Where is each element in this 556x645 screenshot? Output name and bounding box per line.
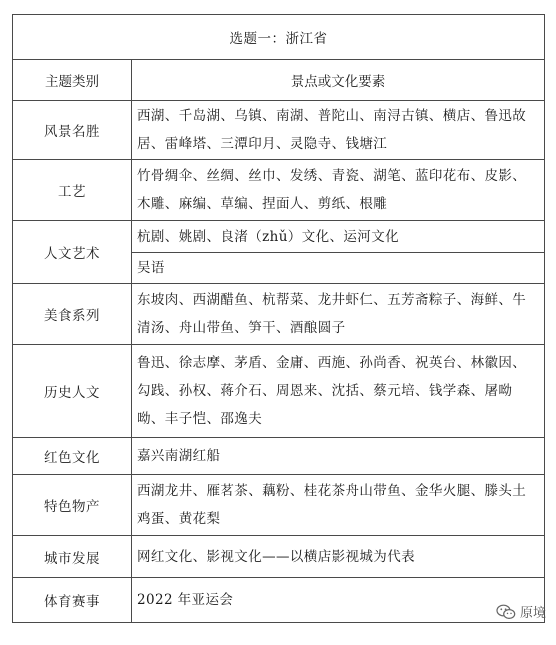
culture-table	[12, 14, 545, 623]
table-row	[13, 221, 545, 253]
row-category: 特色物产	[13, 475, 132, 536]
row-category: 体育赛事	[13, 578, 132, 623]
row-content: 杭剧、姚剧、良渚（zhǔ）文化、运河文化	[132, 221, 545, 253]
table-row	[13, 438, 545, 475]
row-content: 西湖、千岛湖、乌镇、南湖、普陀山、南浔古镇、横店、鲁迅故居、雷峰塔、三潭印月、灵隐寺、钱塘江	[132, 101, 545, 160]
header-row	[13, 60, 545, 101]
row-content: 竹骨绸伞、丝绸、丝巾、发绣、青瓷、湖笔、蓝印花布、皮影、木雕、麻编、草编、捏面人、剪纸、根雕	[132, 160, 545, 221]
header-content: 景点或文化要素	[132, 60, 545, 101]
row-content: 2022 年亚运会	[132, 578, 545, 623]
row-category: 城市发展	[13, 536, 132, 578]
watermark-label: 原境	[519, 606, 546, 621]
table-row	[13, 160, 545, 221]
table-row	[13, 345, 545, 438]
row-category: 风景名胜	[13, 101, 132, 160]
row-content: 鲁迅、徐志摩、茅盾、金庸、西施、孙尚香、祝英台、林徽因、勾践、孙权、蒋介石、周恩来、沈括、蔡元培、钱学森、屠呦呦、丰子恺、邵逸夫	[132, 345, 545, 438]
row-content: 吴语	[132, 253, 545, 284]
row-category: 美食系列	[13, 284, 132, 345]
table-row	[13, 578, 545, 623]
row-content: 东坡肉、西湖醋鱼、杭帮菜、龙井虾仁、五芳斋粽子、海鲜、牛清汤、舟山带鱼、笋干、酒酿圆子	[132, 284, 545, 345]
row-category: 工艺	[13, 160, 132, 221]
table-row	[13, 101, 545, 160]
title-row	[13, 15, 545, 60]
table-row	[13, 284, 545, 345]
row-category: 红色文化	[13, 438, 132, 475]
row-content: 西湖龙井、雁茗茶、藕粉、桂花茶舟山带鱼、金华火腿、滕头土鸡蛋、黄花梨	[132, 475, 545, 536]
header-category: 主题类别	[13, 60, 132, 101]
watermark	[496, 602, 546, 621]
row-category: 人文艺术	[13, 221, 132, 284]
table-row	[13, 536, 545, 578]
table-row	[13, 475, 545, 536]
table-title: 选题一：浙江省	[13, 15, 545, 60]
wechat-icon	[496, 604, 516, 620]
row-content: 嘉兴南湖红船	[132, 438, 545, 475]
row-category: 历史人文	[13, 345, 132, 438]
row-content: 网红文化、影视文化——以横店影视城为代表	[132, 536, 545, 578]
